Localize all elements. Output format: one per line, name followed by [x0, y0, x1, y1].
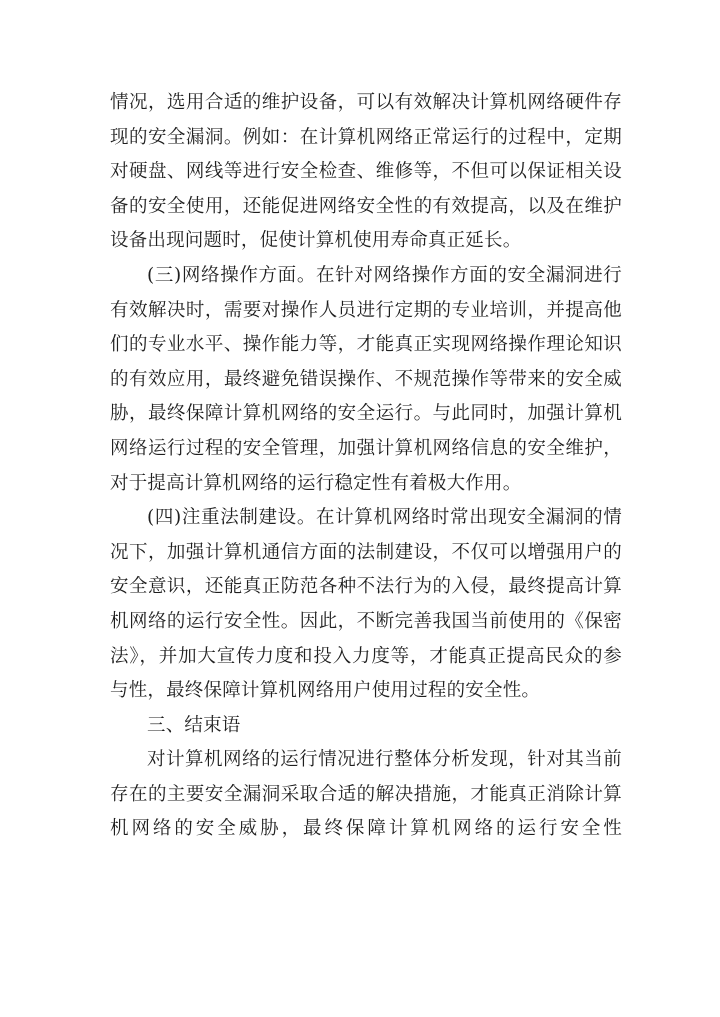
paragraph-network-operation: (三)网络操作方面。在针对网络操作方面的安全漏洞进行有效解决时，需要对操作人员进行定期的专业培训，并提高他们的专业水平、操作能力等，才能真正实现网络操作理论知识的有效应用，最终避免错误操作、不规范操作等带来的安全威胁，最终保障计算机网络的安全运行。与此同时，加强计算机网络运行过程的安全管理，加强计算机网络信息的安全维护，对于提高计算机网络的运行稳定性有着极大作用。: [110, 264, 622, 494]
paragraph-continued: 情况，选用合适的维护设备，可以有效解决计算机网络硬件存现的安全漏洞。例如：在计算机网络正常运行的过程中，定期对硬盘、网线等进行安全检查、维修等，不但可以保证相关设备的安全使用，还能促进网络安全性的有效提高，以及在维护设备出现问题时，促使计算机使用寿命真正延长。: [110, 92, 622, 252]
paragraph-legal-construction: (四)注重法制建设。在计算机网络时常出现安全漏洞的情况下，加强计算机通信方面的法制建设，不仅可以增强用户的安全意识，还能真正防范各种不法行为的入侵，最终提高计算机网络的运行安全性。因此，不断完善我国当前使用的《保密法》，并加大宣传力度和投入力度等，才能真正提高民众的参与性，最终保障计算机网络用户使用过程的安全性。: [110, 507, 622, 702]
document-body: [110, 86, 622, 847]
section-heading-conclusion: 三、结束语: [147, 714, 241, 736]
paragraph-conclusion: 对计算机网络的运行情况进行整体分析发现，针对其当前存在的主要安全漏洞采取合适的解决措施，才能真正消除计算机网络的安全威胁，最终保障计算机网络的运行安全性: [110, 749, 622, 840]
